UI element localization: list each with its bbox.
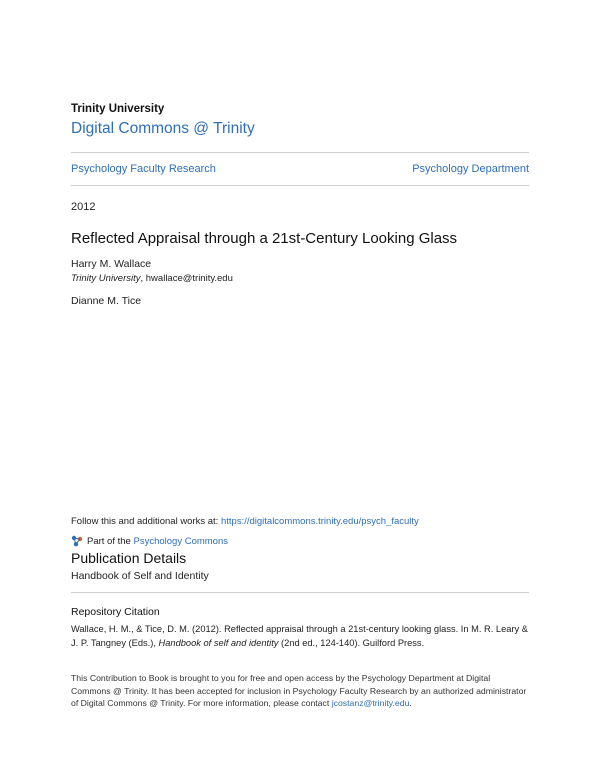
citation-part1: Wallace, H. M., & Tice, D. M. (2012). Reflected appraisal through a 21st-century looking glass. In M. R. Leary & J. P. Tangney (Eds.), [71,624,528,648]
institution-name: Trinity University [71,103,165,115]
repository-citation-text [71,622,531,650]
citation-part2: (2nd ed., 124-140). Guilford Press. [278,638,425,648]
author-name: Dianne M. Tice [71,295,142,307]
collection-link[interactable]: Psychology Faculty Research [71,163,216,175]
divider [71,185,529,186]
affiliation-institution: Trinity University [71,273,141,284]
publication-year: 2012 [71,201,96,213]
follow-link[interactable]: https://digitalcommons.trinity.edu/psych_faculty [220,516,419,527]
citation-book-title: Handbook of self and identity [158,638,279,648]
psychology-commons-link[interactable]: Psychology Commons [133,535,228,547]
divider [71,592,529,593]
follow-prefix: Follow this and additional works at: [71,516,221,527]
author-affiliation [71,273,233,284]
document-title: Reflected Appraisal through a 21st-Century Looking Glass [71,230,458,247]
site-title-link[interactable]: Digital Commons @ Trinity [71,120,255,137]
access-notice [71,672,531,710]
publication-details-heading: Publication Details [71,550,187,566]
author-name: Harry M. Wallace [71,258,152,270]
part-of-prefix: Part of the [87,535,131,547]
divider [71,152,529,153]
repository-citation-heading: Repository Citation [71,606,160,618]
network-icon [71,535,83,547]
follow-line [71,516,419,527]
access-notice-text: This Contribution to Book is brought to you for free and open access by the Psychology Department at Digital Commons @ Trinity. It has been accepted for inclusion in Psychology Faculty Research by an authorized administrator of Digital Commons @ Trinity. For more information, please contact [71,673,527,708]
publication-details-value: Handbook of Self and Identity [71,570,209,582]
contact-email-link[interactable]: jcostanz@trinity.edu [331,698,410,708]
part-of-line [71,535,228,547]
affiliation-email: , hwallace@trinity.edu [140,273,233,284]
department-link[interactable]: Psychology Department [412,163,529,175]
access-notice-suffix: . [409,698,412,708]
